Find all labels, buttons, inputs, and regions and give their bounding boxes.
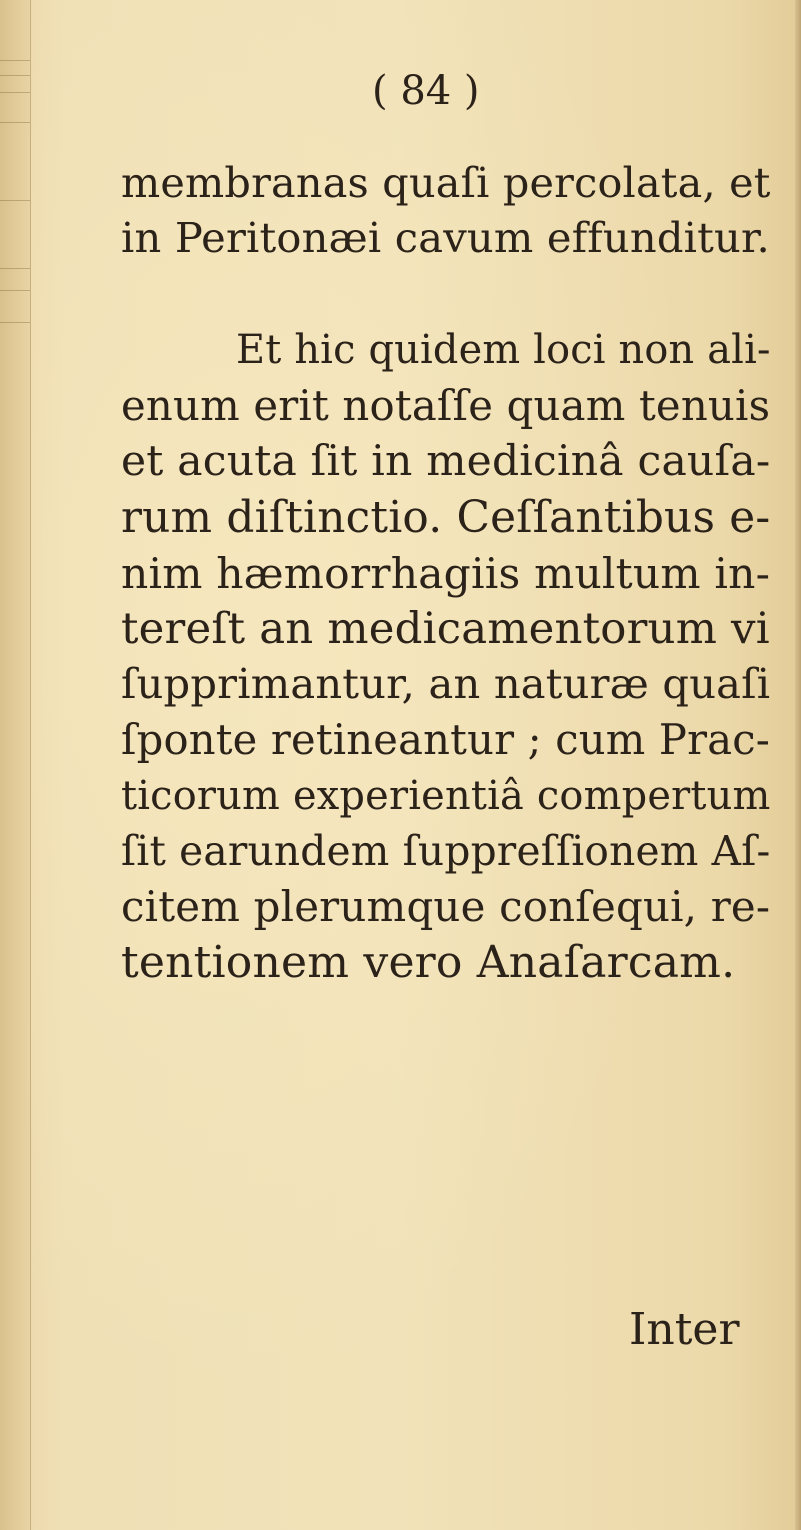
right-page-edge bbox=[795, 0, 801, 1530]
page-edge-line bbox=[0, 322, 30, 323]
page-number: ( 84 ) bbox=[372, 68, 480, 114]
page-edge-line bbox=[0, 75, 30, 76]
text-line-9: ſupprimantur, an naturæ quaſi bbox=[121, 659, 771, 708]
catchword: Inter bbox=[629, 1304, 740, 1355]
page-edge-line bbox=[0, 268, 30, 269]
page-edge-line bbox=[0, 92, 30, 93]
page-edge-line bbox=[0, 200, 30, 201]
text-line-6: rum diſtinctio. Ceſſantibus e- bbox=[121, 492, 771, 543]
text-line-7: nim hæmorrhagiis multum in- bbox=[121, 549, 771, 598]
text-line-8: tereſt an medicamentorum vi bbox=[121, 604, 770, 654]
text-line-11: ticorum experientiâ compertum bbox=[121, 773, 771, 819]
text-line-12: ſit earundem ſuppreſſionem Aſ- bbox=[121, 827, 771, 875]
text-line-1: membranas quaſi percolata, et bbox=[121, 159, 771, 207]
text-line-5: et acuta ſit in medicinâ cauſa- bbox=[121, 437, 771, 486]
text-line-14: tentionem vero Anaſarcam. bbox=[121, 937, 736, 988]
text-line-4: enum erit notaſſe quam tenuis bbox=[121, 381, 771, 430]
text-line-13: citem plerumque conſequi, re- bbox=[121, 882, 771, 931]
page-edge-line bbox=[0, 60, 30, 61]
page-edge-line bbox=[0, 290, 30, 291]
text-line-2: in Peritonæi cavum effunditur. bbox=[121, 213, 770, 262]
binding-edge bbox=[0, 0, 31, 1530]
text-line-3: Et hic quidem loci non ali- bbox=[236, 327, 771, 373]
text-line-10: ſponte retineantur ; cum Prac- bbox=[121, 715, 770, 764]
page-edge-line bbox=[0, 122, 30, 123]
